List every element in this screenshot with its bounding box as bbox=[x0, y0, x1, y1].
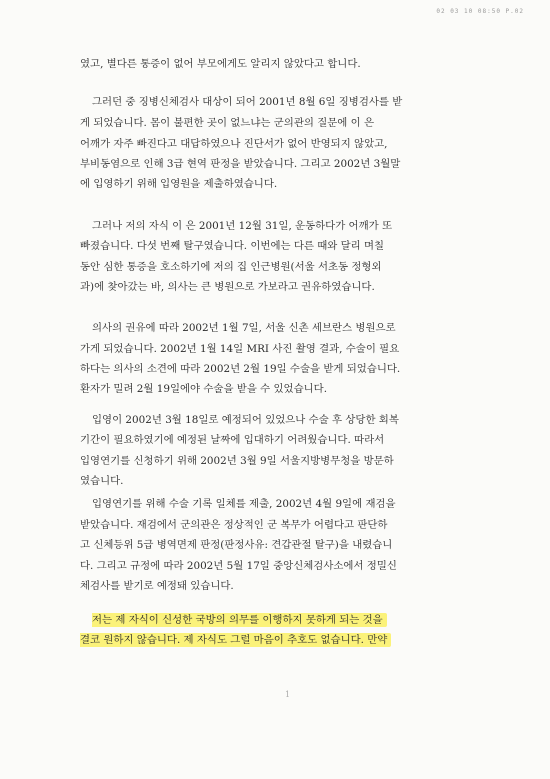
document-line: 하다는 의사의 소견에 따라 2002년 2월 19일 수술을 받게 되었습니다. bbox=[80, 363, 401, 375]
highlighted-line bbox=[80, 633, 500, 647]
document-line: 부비동염으로 인해 3급 현역 판정을 받았습니다. 그리고 2002년 3월말 bbox=[80, 158, 401, 170]
fax-header: 02 03 10 08:50 P.02 bbox=[436, 8, 524, 15]
document-line: 그러던 중 징병신체검사 대상이 되어 2001년 8월 6일 징병검사를 받 bbox=[92, 96, 403, 108]
highlighted-line bbox=[92, 613, 512, 627]
highlighted-text: 저는 제 자식이 신성한 국방의 의무를 이행하지 못하게 되는 것을 bbox=[92, 613, 387, 627]
document-line: 였습니다. bbox=[80, 475, 124, 487]
document-line: 입영연기를 신청하기 위해 2002년 3월 9일 서울지방병무청을 방문하 bbox=[80, 455, 394, 467]
document-line: 의사의 권유에 따라 2002년 1월 7일, 서울 신촌 세브란스 병원으로 bbox=[92, 322, 396, 334]
document-line: 게 되었습니다. 몸이 불편한 곳이 없느냐는 군의관의 질문에 이 은 bbox=[80, 117, 374, 129]
document-line: 환자가 밀려 2월 19일에야 수술을 받을 수 있었습니다. bbox=[80, 383, 328, 395]
document-line: 어깨가 자주 빠진다고 대답하였으나 진단서가 없어 반영되지 않았고, bbox=[80, 138, 388, 150]
document-line: 기간이 필요하였기에 예정된 날짜에 입대하기 어려웠습니다. 따라서 bbox=[80, 434, 385, 446]
document-line: 받았습니다. 재검에서 군의관은 정상적인 군 복무가 어렵다고 판단하 bbox=[80, 519, 388, 531]
document-line: 과)에 찾아갔는 바, 의사는 큰 병원으로 가보라고 권유하였습니다. bbox=[80, 281, 375, 293]
document-line: 에 입영하기 위해 입영원을 제출하였습니다. bbox=[80, 178, 278, 190]
document-line: 입영연기를 위해 수술 기록 일체를 제출, 2002년 4월 9일에 재검을 bbox=[92, 498, 396, 510]
document-line: 동안 심한 통증을 호소하기에 저의 집 인근병원(서울 서초동 정형외 bbox=[80, 261, 382, 273]
document-line: 입영이 2002년 3월 18일로 예정되어 있었으나 수술 후 상당한 회복 bbox=[92, 414, 399, 426]
document-line: 였고, 별다른 통증이 없어 부모에게도 알리지 않았다고 합니다. bbox=[80, 58, 361, 70]
document-line: 고 신체등위 5급 병역면제 판정(판정사유: 견갑관절 탈구)을 내렸습니 bbox=[80, 539, 393, 551]
highlighted-text: 결코 원하지 않습니다. 제 자식도 그럴 마음이 추호도 없습니다. 만약 bbox=[80, 633, 391, 647]
document-line: 가게 되었습니다. 2002년 1월 14일 MRI 사진 촬영 결과, 수술이 필요 bbox=[80, 343, 400, 355]
page-mark: 1 bbox=[285, 690, 291, 699]
document-line: 체검사를 받기로 예정돼 있습니다. bbox=[80, 580, 234, 592]
document-line: 그러나 저의 자식 이 은 2001년 12월 31일, 운동하다가 어깨가 또 bbox=[92, 220, 393, 232]
document-line: 빠졌습니다. 다섯 번째 탈구였습니다. 이번에는 다른 때와 달리 며칠 bbox=[80, 240, 385, 252]
document-line: 다. 그리고 규정에 따라 2002년 5월 17일 중앙신체검사소에서 정밀신 bbox=[80, 560, 397, 572]
